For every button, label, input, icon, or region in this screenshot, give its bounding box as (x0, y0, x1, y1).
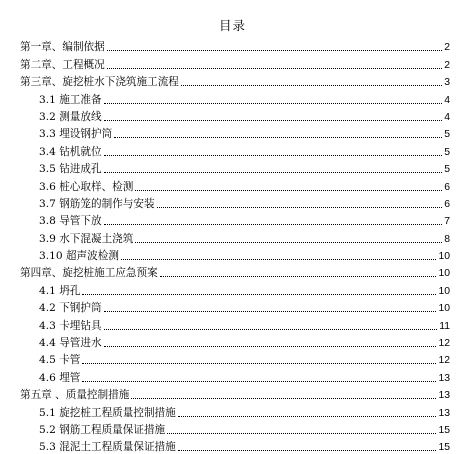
toc-entry[interactable] (20, 246, 450, 263)
toc-entry-label: 5.2 钢筋工程质量保证措施 (39, 423, 166, 436)
toc-page-number: 13 (438, 390, 450, 402)
toc-page-number: 12 (438, 338, 450, 350)
toc-entry-label: 第三章、旋挖桩水下浇筑施工流程 (20, 76, 179, 89)
toc-entry[interactable] (20, 420, 450, 437)
toc-entry[interactable] (20, 402, 450, 419)
toc-leader-dots (104, 120, 443, 121)
toc-entry-label: 3.3 埋设钢护筒 (39, 128, 113, 141)
toc-page-number: 7 (444, 216, 450, 228)
toc-page-number: 15 (438, 442, 450, 454)
toc-entry[interactable] (20, 141, 450, 158)
toc-entry[interactable] (20, 159, 450, 176)
toc-page-number: 4 (444, 111, 450, 123)
toc-entry[interactable] (20, 72, 450, 89)
toc-entry-label: 3.9 水下混凝土浇筑 (39, 232, 134, 245)
toc-entry-label: 4.3 卡埋钻具 (39, 319, 102, 332)
toc-entry[interactable] (20, 107, 450, 124)
toc-page-number: 13 (438, 407, 450, 419)
toc-leader-dots (104, 224, 443, 225)
toc-entry[interactable] (20, 333, 450, 350)
toc-entry-label: 4.4 导管进水 (39, 337, 102, 350)
toc-entry[interactable] (20, 367, 450, 384)
toc-leader-dots (104, 311, 437, 312)
toc-entry[interactable] (20, 263, 450, 280)
toc-page-number: 2 (444, 42, 450, 54)
toc-leader-dots (135, 190, 442, 191)
toc-entry[interactable] (20, 124, 450, 141)
toc-entry[interactable] (20, 37, 450, 54)
toc-page-number: 10 (438, 303, 450, 315)
toc-page-number: 4 (444, 94, 450, 106)
toc-page-number: 8 (444, 233, 450, 245)
toc-page-number: 3 (444, 77, 450, 89)
toc-leader-dots (181, 85, 442, 86)
toc-entry-label: 4.1 坍孔 (39, 284, 81, 297)
toc-leader-dots (82, 381, 436, 382)
toc-page-number: 13 (438, 372, 450, 384)
toc-leader-dots (167, 433, 436, 434)
toc-entry-label: 3.5 钻进成孔 (39, 163, 102, 176)
toc-entry-label: 5.1 旋挖桩工程质量控制措施 (39, 406, 176, 419)
toc-leader-dots (107, 68, 442, 69)
toc-entry[interactable] (20, 385, 450, 402)
toc-entry-label: 3.6 桩心取样、检测 (39, 180, 134, 193)
toc-leader-dots (121, 259, 437, 260)
toc-entry-label: 3.1 施工准备 (39, 93, 102, 106)
toc-entry[interactable] (20, 350, 450, 367)
toc-entry-label: 4.6 埋管 (39, 371, 81, 384)
toc-entry-label: 3.4 钻机就位 (39, 145, 102, 158)
toc-entry-label: 4.5 卡管 (39, 354, 81, 367)
toc-leader-dots (114, 137, 442, 138)
toc-leader-dots (160, 276, 437, 277)
toc-entry-label: 第一章、编制依据 (20, 41, 105, 54)
toc-leader-dots (135, 242, 442, 243)
toc-page-number: 6 (444, 181, 450, 193)
toc-entry[interactable] (20, 89, 450, 106)
toc-entry[interactable] (20, 315, 450, 332)
toc-entry[interactable] (20, 298, 450, 315)
toc-entry[interactable] (20, 176, 450, 193)
table-of-contents (20, 37, 450, 454)
toc-entry[interactable] (20, 54, 450, 71)
toc-leader-dots (104, 172, 443, 173)
toc-page-number: 5 (444, 146, 450, 158)
toc-entry[interactable] (20, 228, 450, 245)
toc-entry-label: 3.7 钢筋笼的制作与安装 (39, 197, 155, 210)
toc-entry-label: 4.2 下钢护筒 (39, 302, 102, 315)
toc-entry-label: 第二章、工程概况 (20, 58, 105, 71)
toc-page-number: 2 (444, 59, 450, 71)
toc-leader-dots (178, 416, 437, 417)
toc-leader-dots (157, 207, 443, 208)
toc-page-number: 10 (438, 251, 450, 263)
toc-page-number: 5 (444, 164, 450, 176)
toc-page-number: 12 (438, 355, 450, 367)
toc-leader-dots (104, 155, 443, 156)
toc-page-number: 5 (444, 129, 450, 141)
toc-page-number: 15 (438, 424, 450, 436)
toc-entry[interactable] (20, 211, 450, 228)
toc-leader-dots (104, 346, 437, 347)
toc-leader-dots (82, 294, 436, 295)
toc-entry-label: 第四章、旋挖桩施工应急预案 (20, 267, 158, 280)
toc-entry-label: 3.10 超声波检测 (39, 250, 119, 263)
toc-entry[interactable] (20, 437, 450, 454)
toc-entry[interactable] (20, 194, 450, 211)
toc-leader-dots (82, 363, 436, 364)
toc-page-number: 11 (439, 320, 450, 332)
toc-leader-dots (178, 450, 437, 451)
toc-page-number: 10 (438, 285, 450, 297)
toc-entry[interactable] (20, 280, 450, 297)
toc-entry-label: 3.2 测量放线 (39, 110, 102, 123)
toc-leader-dots (104, 329, 438, 330)
toc-entry-label: 3.8 导管下放 (39, 215, 102, 228)
toc-leader-dots (104, 103, 443, 104)
toc-page-number: 10 (438, 268, 450, 280)
toc-leader-dots (107, 50, 442, 51)
toc-entry-label: 第五章 、质量控制措施 (20, 389, 130, 402)
toc-page-number: 6 (444, 198, 450, 210)
toc-leader-dots (131, 398, 436, 399)
toc-entry-label: 5.3 混泥土工程质量保证措施 (39, 441, 176, 454)
toc-title: 目录 (218, 18, 246, 33)
